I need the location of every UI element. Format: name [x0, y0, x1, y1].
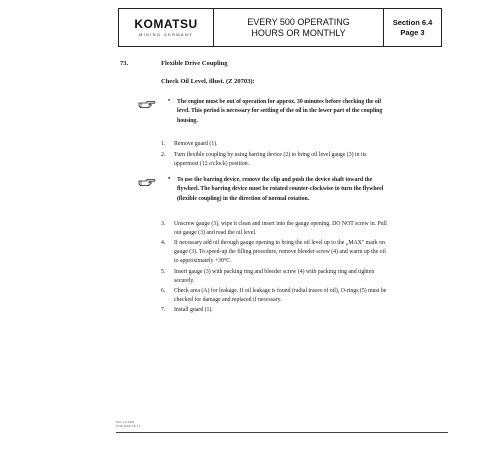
step-3-text: Unscrew gauge (3), wipe it clean and insert into the gauge opening. DO NOT screw in. Pull out gauge (3) and read the oil level.: [174, 221, 387, 236]
brand-subtitle: MINING GERMANY: [139, 32, 193, 37]
note-1-bullet: •: [168, 98, 171, 104]
note-2: [138, 176, 388, 202]
step-6-text: Check area (A) for leakage. If oil leakage is found (radial traces of oil), O-rings (5) must be checked for damage and replaced if necessary.: [174, 288, 387, 303]
brand-name: KOMATSU: [134, 17, 198, 31]
footer-line-1: PC1 1.0.2004: [116, 420, 135, 424]
step-5-text: Insert gauge (3) with packing ring and bleeder screw (4) with packing ring and tighten securely.: [174, 269, 375, 284]
footer-rule: [116, 432, 448, 433]
page-header: [118, 8, 442, 47]
subheading: Check Oil Level, illust. (Z 20703):: [161, 78, 255, 85]
step-6: [161, 287, 391, 305]
step-2: [161, 151, 391, 169]
step-7: [161, 306, 391, 315]
step-3: [161, 220, 391, 238]
step-4: [161, 239, 391, 266]
note-1: [138, 98, 388, 124]
pointing-hand-icon: [138, 177, 156, 187]
step-2-text: Turn flexible coupling by using barring device (2) to bring oil level gauge (3) in its uppermost (12 o'clock) position.: [174, 152, 367, 167]
step-1: [161, 140, 391, 149]
footer-line-2: H.SE 1000 1.5.1.1: [116, 424, 141, 428]
step-1-text: Remove guard (1).: [174, 141, 218, 147]
note-2-bullet: •: [168, 176, 171, 182]
step-5-number: 5.: [161, 269, 166, 275]
header-title-line2: HOURS OR MONTHLY: [251, 27, 346, 38]
step-6-number: 6.: [161, 288, 166, 294]
step-7-number: 7.: [161, 307, 166, 313]
section-title: Flexible Drive Coupling: [161, 60, 228, 67]
step-1-number: 1.: [161, 141, 166, 147]
note-2-text: To use the barring device, remove the clip and push the device shaft toward the flywheel. The barring device must be rotated counter-clockwise to turn the flywheel (flexible coupling) in the direction of normal rotation.: [177, 177, 384, 202]
step-2-number: 2.: [161, 152, 166, 158]
step-7-text: Install guard (1).: [174, 307, 213, 313]
step-5: [161, 268, 391, 286]
section-label: Section 6.4: [392, 17, 433, 27]
header-title: [214, 9, 384, 46]
brand-logo: [119, 9, 214, 46]
section-number: 73.: [120, 60, 129, 67]
section-info: [384, 9, 441, 46]
header-title-line1: EVERY 500 OPERATING: [247, 16, 350, 27]
page-label: Page 3: [400, 27, 425, 37]
step-4-text: If necessary add oil through gauge opening to bring the oil level up to the „MAX" mark on gauge (3). To speed-up the filling procedure, remove bleeder screw (4) and warm up the oil to approximately +30°C.: [174, 240, 386, 264]
footer-code: [116, 420, 141, 428]
note-1-text: The engine must be out of operation for approx. 30 minutes before checking the oil level. This period is necessary for settling of the oil in the lower part of the coupling housing.: [177, 99, 383, 124]
pointing-hand-icon: [138, 99, 156, 109]
step-3-number: 3.: [161, 221, 166, 227]
step-4-number: 4.: [161, 240, 166, 246]
